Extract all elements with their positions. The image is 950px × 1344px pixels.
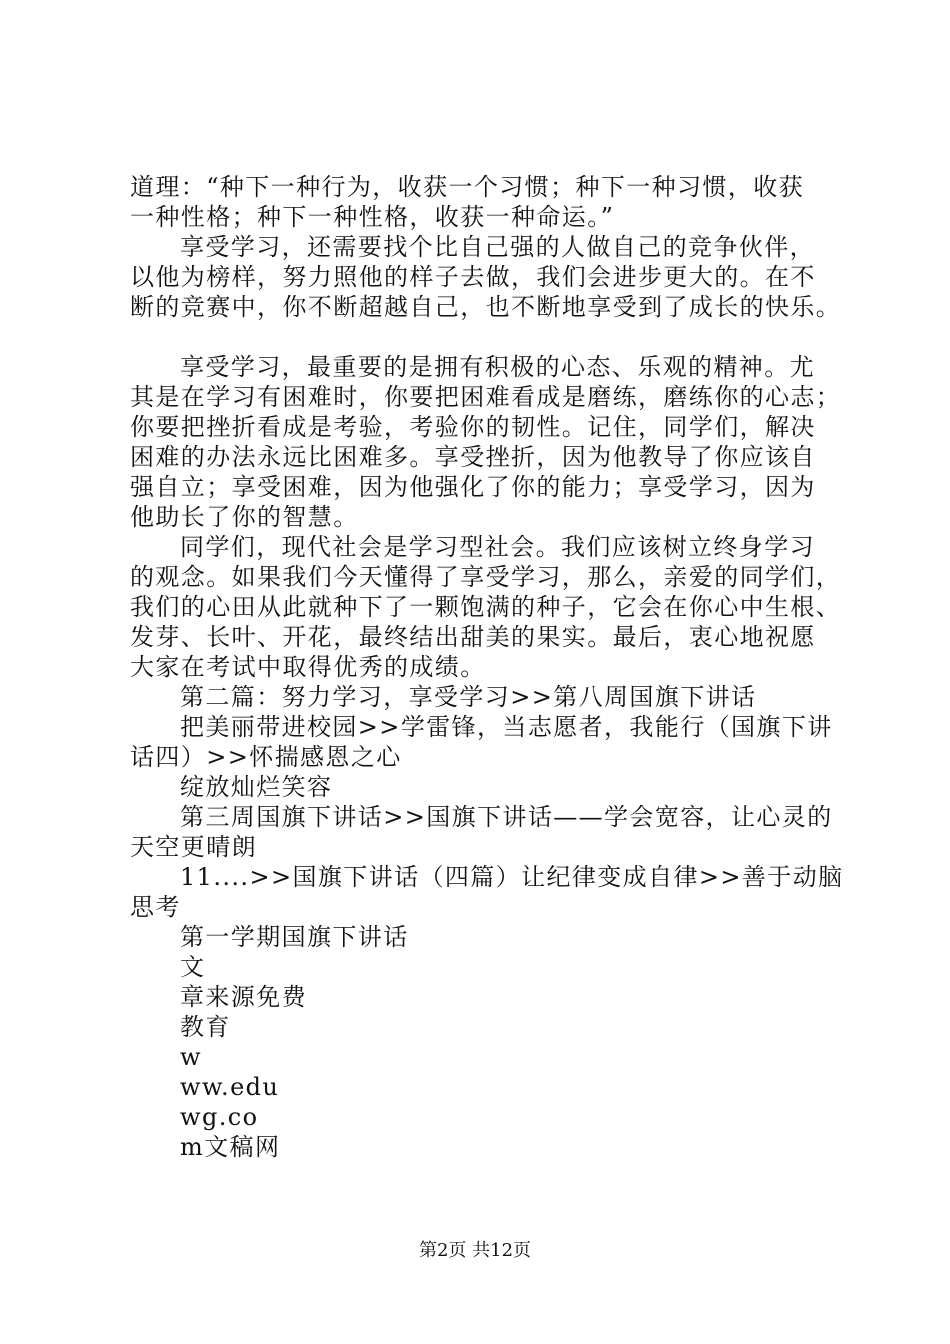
- text-line: wg.co: [180, 1103, 259, 1131]
- text-line: m文稿网: [180, 1133, 281, 1161]
- text-line: 把美丽带进校园>>学雷锋，当志愿者，我能行（国旗下讲: [180, 713, 833, 741]
- text-line: 大家在考试中取得优秀的成绩。: [130, 653, 486, 681]
- text-line: 同学们，现代社会是学习型社会。我们应该树立终身学习: [180, 533, 815, 561]
- text-line: ww.edu: [180, 1073, 280, 1101]
- text-line: 发芽、长叶、开花，最终结出甜美的果实。最后，衷心地祝愿: [130, 623, 816, 651]
- text-line: 第二篇：努力学习，享受学习>>第八周国旗下讲话: [180, 683, 757, 711]
- text-line: 第一学期国旗下讲话: [180, 923, 409, 951]
- text-line: 你要把挫折看成是考验，考验你的韧性。记住，同学们，解决: [130, 413, 816, 441]
- text-line: 11....>>国旗下讲话（四篇）让纪律变成自律>>善于动脑: [180, 863, 844, 891]
- text-line: 困难的办法永远比困难多。享受挫折，因为他教导了你应该自: [130, 443, 816, 471]
- text-line: 的观念。如果我们今天懂得了享受学习，那么，亲爱的同学们，: [130, 563, 842, 591]
- text-line: 以他为榜样，努力照他的样子去做，我们会进步更大的。在不: [130, 263, 816, 291]
- text-line: 道理：“种下一种行为，收获一个习惯；种下一种习惯，收获: [130, 173, 805, 201]
- text-line: 天空更晴朗: [130, 833, 257, 861]
- text-line: 第三周国旗下讲话>>国旗下讲话——学会宽容，让心灵的: [180, 803, 833, 831]
- text-line: 我们的心田从此就种下了一颗饱满的种子，它会在你心中生根、: [130, 593, 842, 621]
- page-number-footer: 第2页 共12页: [418, 1240, 532, 1261]
- text-line: 享受学习，最重要的是拥有积极的心态、乐观的精神。尤: [180, 353, 815, 381]
- text-line: 断的竞赛中，你不断超越自己，也不断地享受到了成长的快乐。: [130, 293, 842, 321]
- document-body: [130, 172, 844, 1162]
- paragraph-gap: [130, 322, 840, 352]
- text-line: 思考: [130, 893, 181, 921]
- text-line: 享受学习，还需要找个比自己强的人做自己的竞争伙伴，: [180, 233, 815, 261]
- text-line: 他助长了你的智慧。: [130, 503, 359, 531]
- text-line: 章来源免费: [180, 983, 307, 1011]
- text-line: 其是在学习有困难时，你要把困难看成是磨练，磨练你的心志；: [130, 383, 842, 411]
- text-line: 教育: [180, 1013, 231, 1041]
- text-line: w: [180, 1043, 202, 1071]
- text-line: 强自立；享受困难，因为他强化了你的能力；享受学习，因为: [130, 473, 816, 501]
- text-line: 话四）>>怀揣感恩之心: [130, 743, 402, 771]
- text-line: 一种性格；种下一种性格，收获一种命运。”: [130, 203, 615, 231]
- text-line: 文: [180, 953, 206, 981]
- text-line: 绽放灿烂笑容: [180, 773, 333, 801]
